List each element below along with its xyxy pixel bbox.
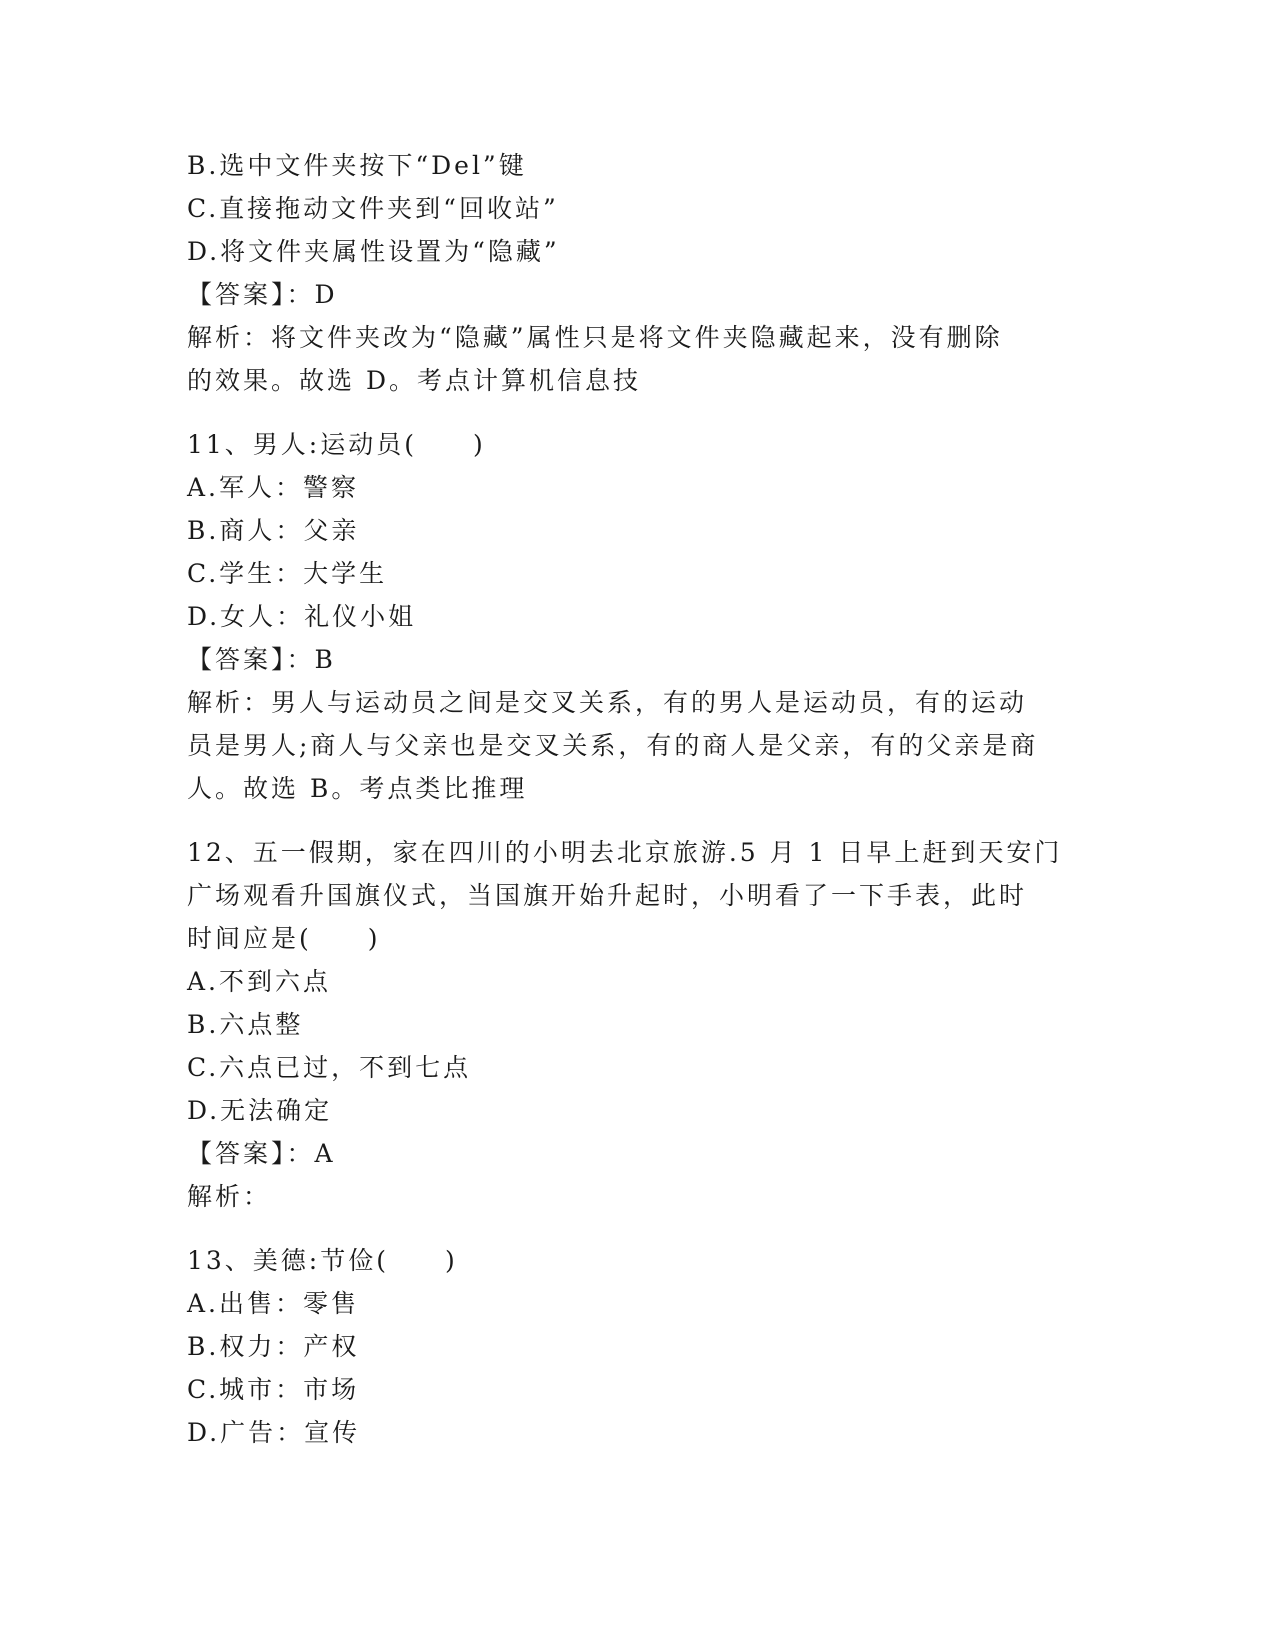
option-c: C.六点已过，不到七点 xyxy=(187,1053,472,1082)
option-d: D.女人：礼仪小姐 xyxy=(187,602,417,631)
answer: 【答案】：D xyxy=(187,280,338,309)
option-d: D.无法确定 xyxy=(187,1096,333,1125)
option-d: D.广告：宣传 xyxy=(187,1418,361,1447)
option-b: B.商人：父亲 xyxy=(187,516,360,545)
document-page xyxy=(187,144,1087,1454)
option-c: C.城市：市场 xyxy=(187,1375,360,1404)
question-stem: 13、美德:节俭( ) xyxy=(187,1246,458,1275)
analysis-line: 人。故选 B。考点类比推理 xyxy=(187,774,528,803)
question-10-tail xyxy=(187,144,1087,402)
option-a: A.军人：警察 xyxy=(187,473,360,502)
question-stem: 11、男人:运动员( ) xyxy=(187,430,486,459)
option-a: A.出售：零售 xyxy=(187,1289,360,1318)
option-c: C.学生：大学生 xyxy=(187,559,388,588)
option-b: B.六点整 xyxy=(187,1010,304,1039)
question-11 xyxy=(187,423,1087,810)
analysis-line: 员是男人;商人与父亲也是交叉关系，有的商人是父亲，有的父亲是商 xyxy=(187,731,1039,760)
option-a: A.不到六点 xyxy=(187,967,332,996)
analysis-line: 解析： xyxy=(187,1182,272,1211)
question-stem: 广场观看升国旗仪式，当国旗开始升起时，小明看了一下手表，此时 xyxy=(187,881,1028,910)
answer: 【答案】：A xyxy=(187,1139,336,1168)
question-stem: 12、五一假期，家在四川的小明去北京旅游.5 月 1 日早上赶到天安门 xyxy=(187,838,1063,867)
analysis-line: 解析：男人与运动员之间是交叉关系，有的男人是运动员，有的运动 xyxy=(187,688,1028,717)
analysis-line: 解析：将文件夹改为“隐藏”属性只是将文件夹隐藏起来，没有删除 xyxy=(187,323,1003,352)
question-13 xyxy=(187,1239,1087,1454)
question-12 xyxy=(187,831,1087,1218)
question-stem: 时间应是( ) xyxy=(187,924,381,953)
option-d: D.将文件夹属性设置为“隐藏” xyxy=(187,237,560,266)
analysis-line: 的效果。故选 D。考点计算机信息技 xyxy=(187,366,641,395)
answer: 【答案】：B xyxy=(187,645,336,674)
option-b: B.权力：产权 xyxy=(187,1332,360,1361)
option-b: B.选中文件夹按下“Del”键 xyxy=(187,151,527,180)
option-c: C.直接拖动文件夹到“回收站” xyxy=(187,194,559,223)
